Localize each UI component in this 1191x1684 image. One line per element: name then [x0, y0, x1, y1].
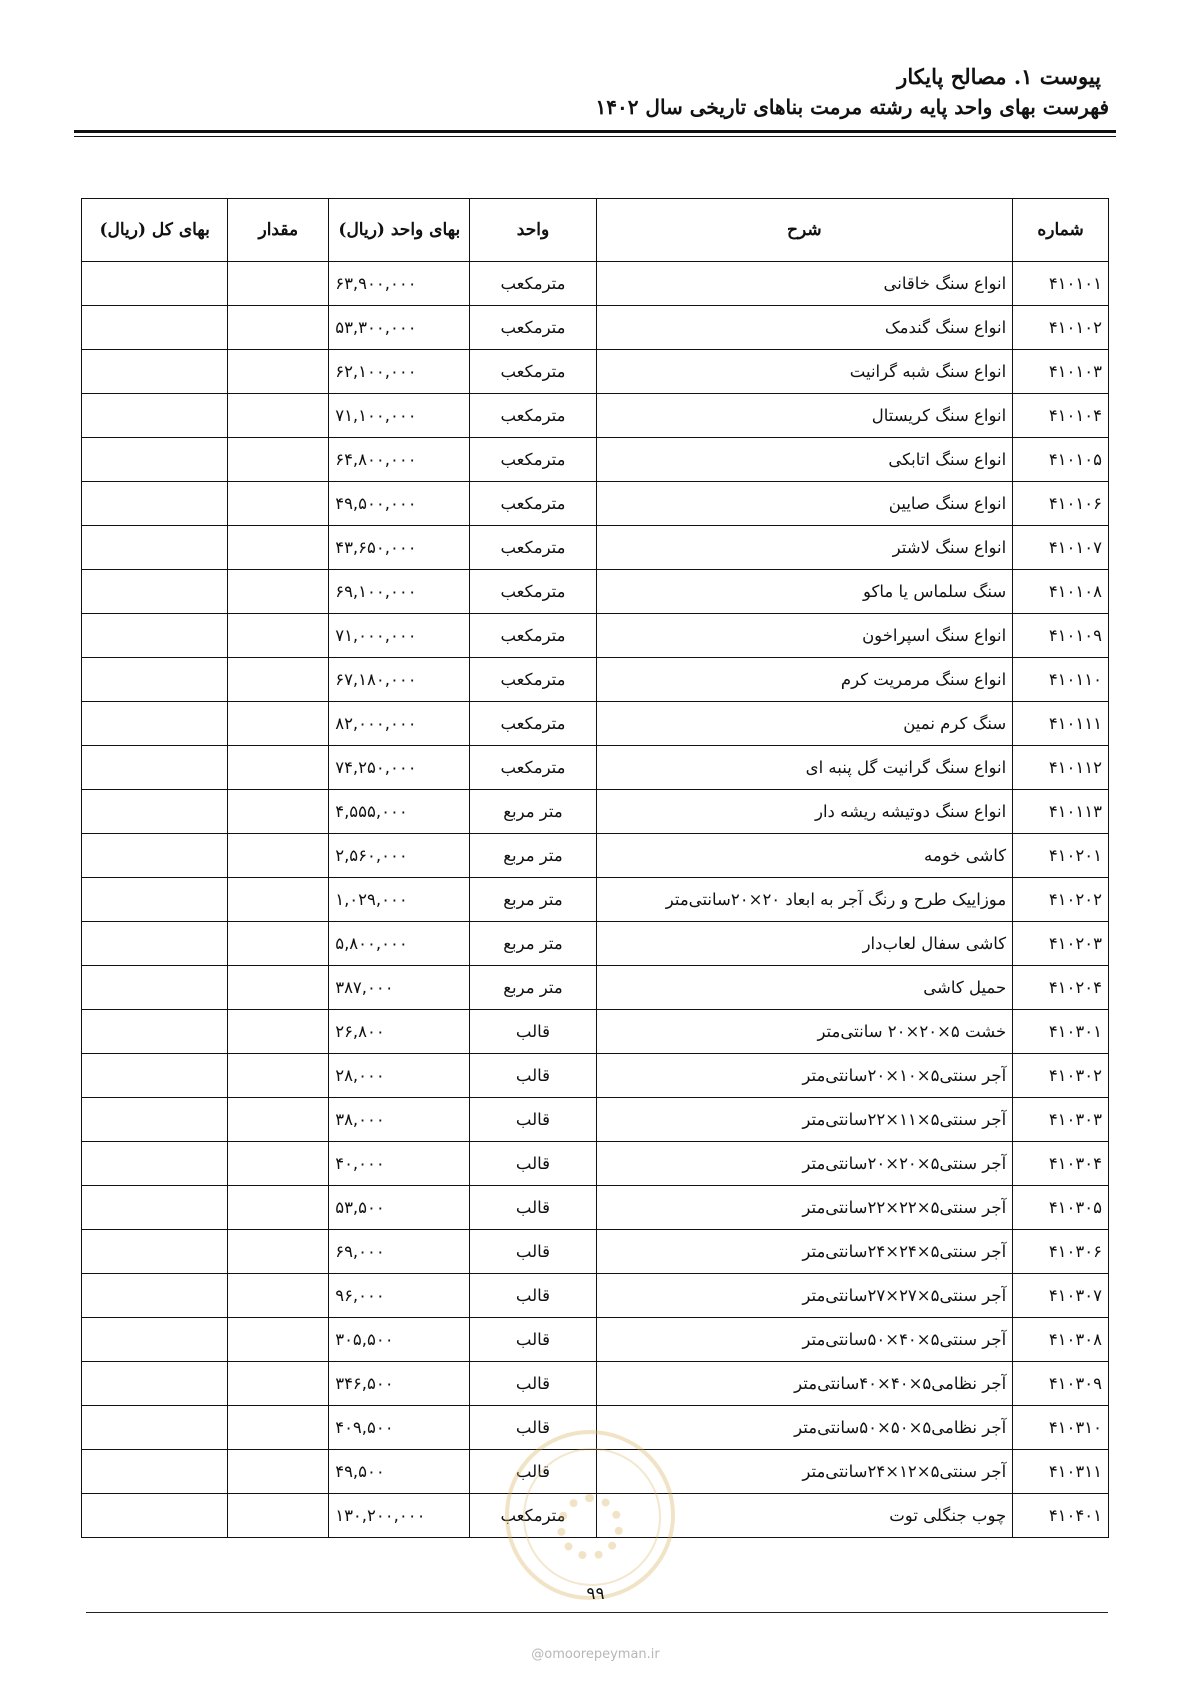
cell-quantity	[228, 1494, 329, 1538]
table-row	[82, 790, 1109, 834]
cell-unit: مترمکعب	[470, 350, 596, 394]
table-row	[82, 438, 1109, 482]
cell-number: ۴۱۰۱۰۶	[1013, 482, 1109, 526]
cell-description: انواع سنگ اسپراخون	[596, 614, 1013, 658]
cell-quantity	[228, 1450, 329, 1494]
cell-unit: قالب	[470, 1098, 596, 1142]
cell-description: کاشی خومه	[596, 834, 1013, 878]
cell-number: ۴۱۰۳۰۳	[1013, 1098, 1109, 1142]
cell-description: انواع سنگ دوتیشه ریشه دار	[596, 790, 1013, 834]
table-row	[82, 570, 1109, 614]
cell-quantity	[228, 482, 329, 526]
cell-unit-price: ۹۶,۰۰۰	[329, 1274, 470, 1318]
table-row	[82, 746, 1109, 790]
cell-quantity	[228, 834, 329, 878]
cell-total-price	[82, 1142, 228, 1186]
cell-unit-price: ۲,۵۶۰,۰۰۰	[329, 834, 470, 878]
cell-unit-price: ۷۱,۰۰۰,۰۰۰	[329, 614, 470, 658]
cell-total-price	[82, 922, 228, 966]
cell-description: آجر سنتی۵×۲۲×۲۲سانتی‌متر	[596, 1186, 1013, 1230]
cell-total-price	[82, 394, 228, 438]
column-header-quantity: مقدار	[228, 199, 329, 262]
cell-number: ۴۱۰۳۰۹	[1013, 1362, 1109, 1406]
cell-description: سنگ سلماس یا ماکو	[596, 570, 1013, 614]
table-row	[82, 1362, 1109, 1406]
cell-number: ۴۱۰۲۰۴	[1013, 966, 1109, 1010]
cell-quantity	[228, 1186, 329, 1230]
cell-total-price	[82, 570, 228, 614]
table-row	[82, 1274, 1109, 1318]
cell-number: ۴۱۰۱۱۱	[1013, 702, 1109, 746]
cell-unit: متر مربع	[470, 922, 596, 966]
table-row	[82, 1142, 1109, 1186]
cell-description: سنگ کرم نمین	[596, 702, 1013, 746]
cell-quantity	[228, 438, 329, 482]
table-row	[82, 1010, 1109, 1054]
table-header-row	[82, 199, 1109, 262]
cell-description: انواع سنگ شبه گرانیت	[596, 350, 1013, 394]
cell-unit-price: ۴۹,۵۰۰	[329, 1450, 470, 1494]
cell-total-price	[82, 1494, 228, 1538]
cell-unit: متر مربع	[470, 790, 596, 834]
cell-unit: قالب	[470, 1186, 596, 1230]
cell-total-price	[82, 1406, 228, 1450]
cell-total-price	[82, 1010, 228, 1054]
cell-total-price	[82, 1098, 228, 1142]
cell-total-price	[82, 790, 228, 834]
cell-total-price	[82, 1274, 228, 1318]
table-body	[82, 262, 1109, 1538]
cell-number: ۴۱۰۲۰۱	[1013, 834, 1109, 878]
cell-unit: مترمکعب	[470, 570, 596, 614]
cell-unit-price: ۶۲,۱۰۰,۰۰۰	[329, 350, 470, 394]
cell-unit-price: ۶۹,۰۰۰	[329, 1230, 470, 1274]
cell-description: حمیل کاشی	[596, 966, 1013, 1010]
cell-unit-price: ۶۹,۱۰۰,۰۰۰	[329, 570, 470, 614]
watermark-url: @omoorepeyman.ir	[531, 1647, 660, 1662]
cell-total-price	[82, 1230, 228, 1274]
cell-description: موزاییک طرح و رنگ آجر به ابعاد ۲۰×۲۰سانتی‌متر	[596, 878, 1013, 922]
column-header-unit: واحد	[470, 199, 596, 262]
cell-unit-price: ۳۰۵,۵۰۰	[329, 1318, 470, 1362]
cell-unit: قالب	[470, 1010, 596, 1054]
table-row	[82, 1186, 1109, 1230]
table-row	[82, 1230, 1109, 1274]
cell-number: ۴۱۰۱۰۹	[1013, 614, 1109, 658]
cell-number: ۴۱۰۳۰۴	[1013, 1142, 1109, 1186]
table-row	[82, 834, 1109, 878]
cell-description: آجر سنتی۵×۲۷×۲۷سانتی‌متر	[596, 1274, 1013, 1318]
cell-unit: مترمکعب	[470, 1494, 596, 1538]
cell-quantity	[228, 1010, 329, 1054]
table-row	[82, 702, 1109, 746]
appendix-title: پیوست ۱. مصالح پایکار	[897, 64, 1101, 89]
cell-unit-price: ۲۸,۰۰۰	[329, 1054, 470, 1098]
cell-unit-price: ۴۳,۶۵۰,۰۰۰	[329, 526, 470, 570]
table-row	[82, 350, 1109, 394]
table-row	[82, 614, 1109, 658]
cell-quantity	[228, 878, 329, 922]
cell-quantity	[228, 1406, 329, 1450]
cell-number: ۴۱۰۱۱۰	[1013, 658, 1109, 702]
cell-unit: مترمکعب	[470, 394, 596, 438]
cell-total-price	[82, 614, 228, 658]
cell-number: ۴۱۰۳۰۷	[1013, 1274, 1109, 1318]
page-number: ۹۹	[586, 1584, 605, 1604]
cell-total-price	[82, 878, 228, 922]
cell-description: خشت ۵×۲۰×۲۰ سانتی‌متر	[596, 1010, 1013, 1054]
column-header-unit-price: بهای واحد (ریال)	[329, 199, 470, 262]
cell-description: انواع سنگ صایین	[596, 482, 1013, 526]
cell-unit: قالب	[470, 1230, 596, 1274]
cell-number: ۴۱۰۳۰۲	[1013, 1054, 1109, 1098]
cell-quantity	[228, 922, 329, 966]
cell-unit: قالب	[470, 1142, 596, 1186]
cell-total-price	[82, 350, 228, 394]
cell-unit-price: ۸۲,۰۰۰,۰۰۰	[329, 702, 470, 746]
cell-number: ۴۱۰۴۰۱	[1013, 1494, 1109, 1538]
cell-total-price	[82, 262, 228, 306]
column-header-number: شماره	[1013, 199, 1109, 262]
cell-unit: مترمکعب	[470, 614, 596, 658]
header-rule-thick	[74, 130, 1116, 133]
cell-unit-price: ۱,۰۲۹,۰۰۰	[329, 878, 470, 922]
cell-number: ۴۱۰۱۰۴	[1013, 394, 1109, 438]
cell-description: انواع سنگ گندمک	[596, 306, 1013, 350]
cell-unit-price: ۶۷,۱۸۰,۰۰۰	[329, 658, 470, 702]
cell-quantity	[228, 1362, 329, 1406]
table-row	[82, 1054, 1109, 1098]
cell-unit: متر مربع	[470, 834, 596, 878]
cell-total-price	[82, 482, 228, 526]
table-row	[82, 394, 1109, 438]
cell-unit: مترمکعب	[470, 658, 596, 702]
cell-description: چوب جنگلی توت	[596, 1494, 1013, 1538]
cell-description: انواع سنگ خاقانی	[596, 262, 1013, 306]
cell-number: ۴۱۰۳۰۵	[1013, 1186, 1109, 1230]
cell-quantity	[228, 1230, 329, 1274]
cell-total-price	[82, 658, 228, 702]
table-row	[82, 1318, 1109, 1362]
cell-unit-price: ۳۴۶,۵۰۰	[329, 1362, 470, 1406]
cell-description: انواع سنگ کریستال	[596, 394, 1013, 438]
cell-description: انواع سنگ گرانیت گل پنبه ای	[596, 746, 1013, 790]
cell-unit-price: ۲۶,۸۰۰	[329, 1010, 470, 1054]
table-row	[82, 966, 1109, 1010]
cell-total-price	[82, 966, 228, 1010]
cell-number: ۴۱۰۳۰۸	[1013, 1318, 1109, 1362]
cell-description: آجر سنتی۵×۱۰×۲۰سانتی‌متر	[596, 1054, 1013, 1098]
cell-unit: قالب	[470, 1054, 596, 1098]
cell-unit: مترمکعب	[470, 702, 596, 746]
cell-unit-price: ۳۸۷,۰۰۰	[329, 966, 470, 1010]
cell-quantity	[228, 1098, 329, 1142]
cell-number: ۴۱۰۲۰۳	[1013, 922, 1109, 966]
cell-description: آجر سنتی۵×۴۰×۵۰سانتی‌متر	[596, 1318, 1013, 1362]
cell-total-price	[82, 702, 228, 746]
cell-total-price	[82, 1450, 228, 1494]
cell-unit: مترمکعب	[470, 438, 596, 482]
cell-unit-price: ۷۴,۲۵۰,۰۰۰	[329, 746, 470, 790]
cell-unit: مترمکعب	[470, 306, 596, 350]
cell-number: ۴۱۰۱۰۸	[1013, 570, 1109, 614]
cell-total-price	[82, 526, 228, 570]
table-row	[82, 306, 1109, 350]
cell-unit: قالب	[470, 1450, 596, 1494]
cell-unit: مترمکعب	[470, 746, 596, 790]
cell-unit-price: ۷۱,۱۰۰,۰۰۰	[329, 394, 470, 438]
cell-quantity	[228, 658, 329, 702]
cell-number: ۴۱۰۱۰۱	[1013, 262, 1109, 306]
cell-quantity	[228, 570, 329, 614]
cell-description: آجر سنتی۵×۱۱×۲۲سانتی‌متر	[596, 1098, 1013, 1142]
cell-unit: مترمکعب	[470, 262, 596, 306]
footer-rule	[86, 1612, 1108, 1613]
table-row	[82, 922, 1109, 966]
page-header	[69, 62, 1109, 122]
cell-quantity	[228, 746, 329, 790]
table-row	[82, 1098, 1109, 1142]
cell-number: ۴۱۰۳۰۶	[1013, 1230, 1109, 1274]
cell-unit-price: ۴,۵۵۵,۰۰۰	[329, 790, 470, 834]
cell-unit-price: ۳۸,۰۰۰	[329, 1098, 470, 1142]
publisher-seal-watermark	[505, 1430, 675, 1600]
cell-total-price	[82, 438, 228, 482]
cell-quantity	[228, 702, 329, 746]
table-row	[82, 658, 1109, 702]
cell-description: آجر سنتی۵×۲۴×۲۴سانتی‌متر	[596, 1230, 1013, 1274]
cell-number: ۴۱۰۳۰۱	[1013, 1010, 1109, 1054]
cell-number: ۴۱۰۳۱۱	[1013, 1450, 1109, 1494]
cell-quantity	[228, 394, 329, 438]
table-row	[82, 262, 1109, 306]
price-table	[81, 198, 1109, 1538]
cell-description: آجر نظامی۵×۴۰×۴۰سانتی‌متر	[596, 1362, 1013, 1406]
cell-quantity	[228, 614, 329, 658]
cell-unit-price: ۴۹,۵۰۰,۰۰۰	[329, 482, 470, 526]
cell-unit-price: ۶۴,۸۰۰,۰۰۰	[329, 438, 470, 482]
cell-unit: قالب	[470, 1318, 596, 1362]
cell-quantity	[228, 966, 329, 1010]
cell-unit-price: ۶۳,۹۰۰,۰۰۰	[329, 262, 470, 306]
cell-total-price	[82, 1054, 228, 1098]
gear-icon	[557, 1494, 623, 1560]
cell-quantity	[228, 262, 329, 306]
cell-number: ۴۱۰۱۱۲	[1013, 746, 1109, 790]
cell-unit: مترمکعب	[470, 482, 596, 526]
document-title: فهرست بهای واحد پایه رشته مرمت بناهای تاریخی سال ۱۴۰۲	[595, 95, 1109, 119]
cell-total-price	[82, 834, 228, 878]
cell-unit-price: ۵۳,۳۰۰,۰۰۰	[329, 306, 470, 350]
cell-description: آجر نظامی۵×۵۰×۵۰سانتی‌متر	[596, 1406, 1013, 1450]
cell-quantity	[228, 790, 329, 834]
cell-unit-price: ۴۰,۰۰۰	[329, 1142, 470, 1186]
cell-quantity	[228, 306, 329, 350]
cell-unit: مترمکعب	[470, 526, 596, 570]
table-row	[82, 526, 1109, 570]
cell-number: ۴۱۰۱۰۳	[1013, 350, 1109, 394]
cell-number: ۴۱۰۱۰۵	[1013, 438, 1109, 482]
cell-number: ۴۱۰۳۱۰	[1013, 1406, 1109, 1450]
cell-quantity	[228, 350, 329, 394]
cell-unit: متر مربع	[470, 878, 596, 922]
cell-quantity	[228, 1142, 329, 1186]
cell-description: کاشی سفال لعاب‌دار	[596, 922, 1013, 966]
column-header-total-price: بهای کل (ریال)	[82, 199, 228, 262]
cell-unit-price: ۱۳۰,۲۰۰,۰۰۰	[329, 1494, 470, 1538]
cell-quantity	[228, 526, 329, 570]
cell-unit-price: ۵,۸۰۰,۰۰۰	[329, 922, 470, 966]
cell-unit: قالب	[470, 1274, 596, 1318]
cell-total-price	[82, 1186, 228, 1230]
cell-unit: قالب	[470, 1362, 596, 1406]
cell-unit: قالب	[470, 1406, 596, 1450]
cell-unit-price: ۴۰۹,۵۰۰	[329, 1406, 470, 1450]
cell-total-price	[82, 1318, 228, 1362]
header-rule-thin	[74, 136, 1116, 137]
cell-quantity	[228, 1054, 329, 1098]
cell-description: انواع سنگ اتابکی	[596, 438, 1013, 482]
cell-quantity	[228, 1318, 329, 1362]
cell-total-price	[82, 746, 228, 790]
cell-total-price	[82, 1362, 228, 1406]
cell-description: آجر سنتی۵×۲۰×۲۰سانتی‌متر	[596, 1142, 1013, 1186]
column-header-description: شرح	[596, 199, 1013, 262]
table-row	[82, 878, 1109, 922]
cell-description: آجر سنتی۵×۱۲×۲۴سانتی‌متر	[596, 1450, 1013, 1494]
cell-unit: متر مربع	[470, 966, 596, 1010]
cell-total-price	[82, 306, 228, 350]
cell-description: انواع سنگ لاشتر	[596, 526, 1013, 570]
table-row	[82, 482, 1109, 526]
cell-unit-price: ۵۳,۵۰۰	[329, 1186, 470, 1230]
cell-number: ۴۱۰۱۰۲	[1013, 306, 1109, 350]
cell-number: ۴۱۰۲۰۲	[1013, 878, 1109, 922]
cell-number: ۴۱۰۱۰۷	[1013, 526, 1109, 570]
cell-quantity	[228, 1274, 329, 1318]
cell-number: ۴۱۰۱۱۳	[1013, 790, 1109, 834]
cell-description: انواع سنگ مرمریت کرم	[596, 658, 1013, 702]
